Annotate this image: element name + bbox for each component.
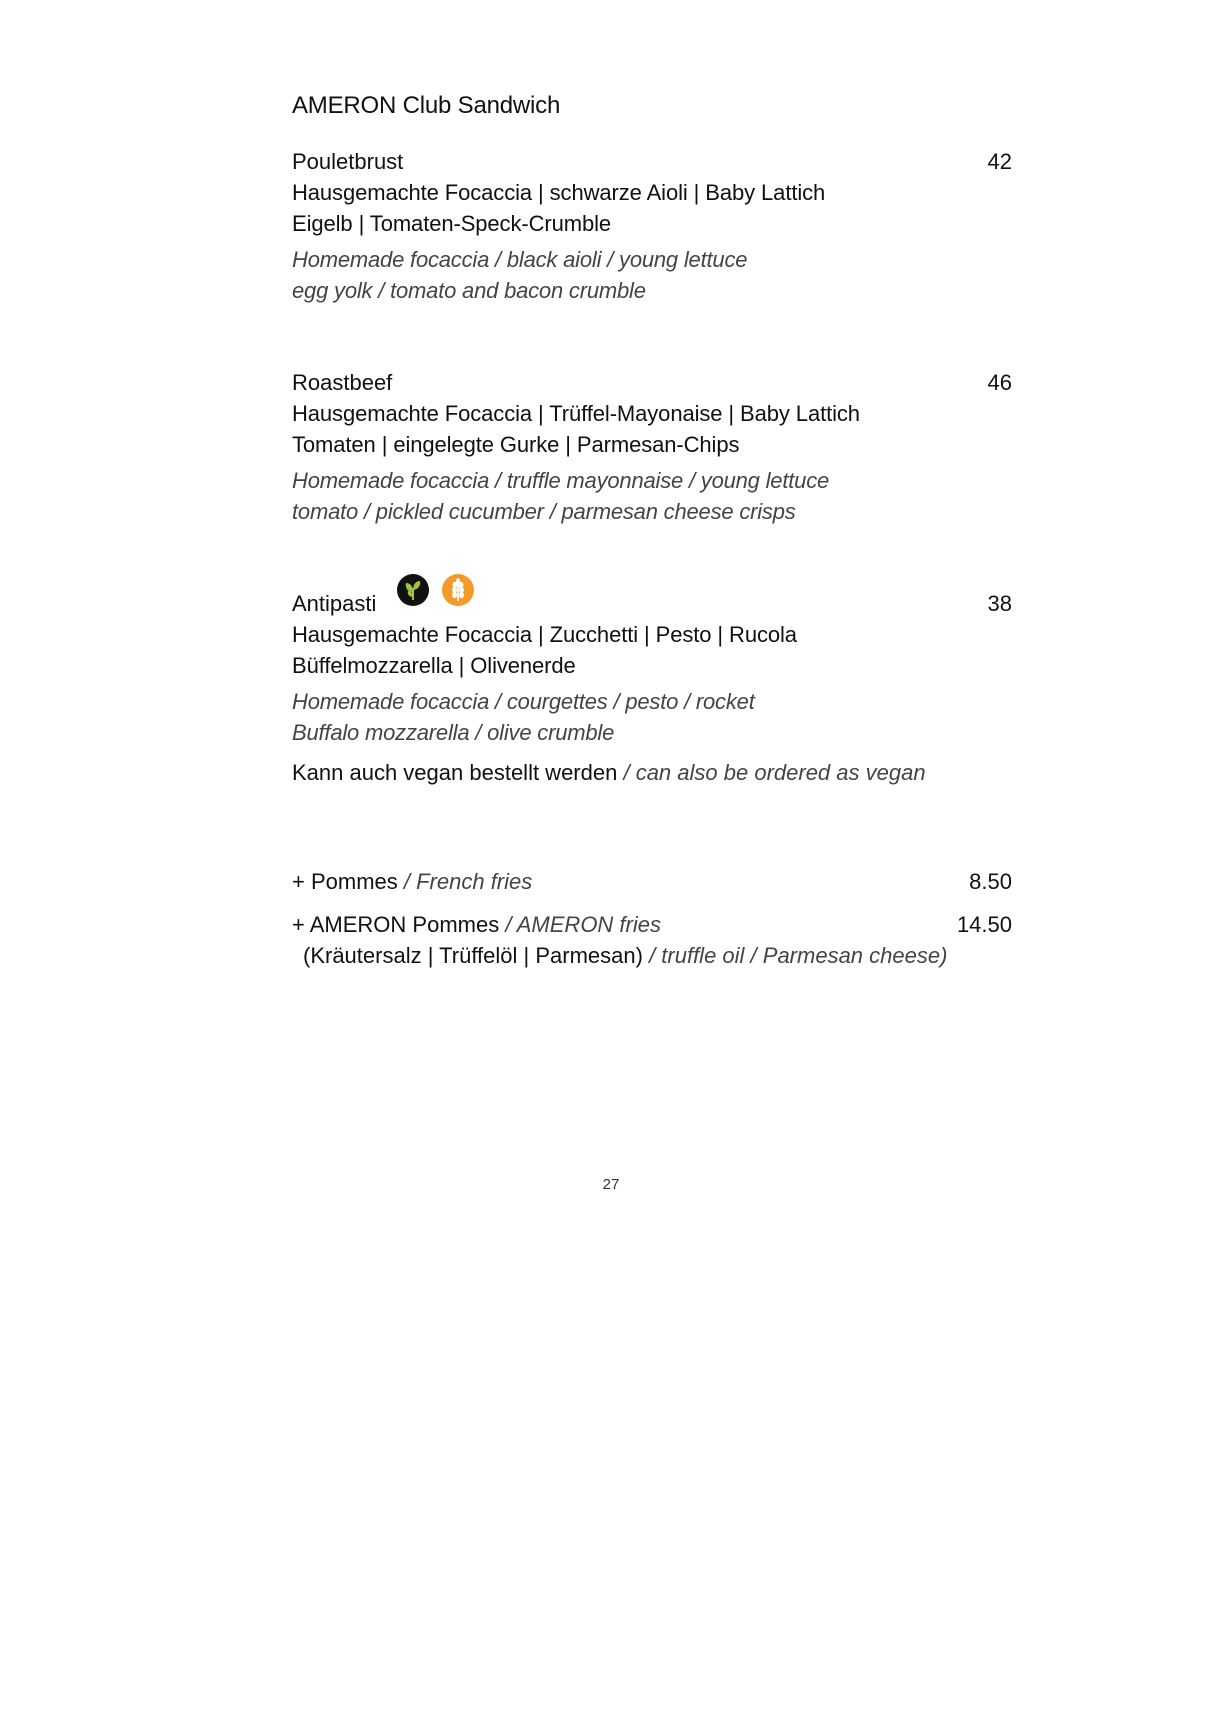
menu-item-antipasti: [292, 588, 1012, 788]
diet-badges: [397, 588, 487, 619]
item-name: Pouletbrust: [292, 149, 404, 174]
extra-name: + Pommes: [292, 869, 398, 894]
page-number: 27: [602, 1176, 620, 1193]
extra-name: + AMERON Pommes: [292, 912, 500, 937]
item-header: [292, 146, 1012, 177]
item-description-de: Eigelb | Tomaten-Speck-Crumble: [292, 211, 612, 236]
item-description-de: Tomaten | eingelegte Gurke | Parmesan-Chips: [292, 432, 740, 457]
item-price: 42: [987, 149, 1012, 174]
item-header: [292, 367, 1012, 398]
menu-item-pouletbrust: [292, 146, 1012, 306]
extra-sub-description: [292, 940, 1012, 971]
item-name: Roastbeef: [292, 370, 393, 395]
extra-pommes: [292, 866, 1012, 897]
vegan-note-en: / can also be ordered as vegan: [623, 760, 926, 785]
extra-header: [292, 909, 1012, 940]
extra-ameron-pommes: [292, 909, 1012, 971]
item-description-en: Buffalo mozzarella / olive crumble: [292, 720, 615, 745]
vegan-note: [292, 757, 1012, 788]
item-description-en: Homemade focaccia / black aioli / young lettuce: [292, 247, 748, 272]
item-description-de: Hausgemachte Focaccia | Zucchetti | Pesto | Rucola: [292, 622, 797, 647]
vegan-note-de: Kann auch vegan bestellt werden: [292, 760, 618, 785]
extra-name-en: / AMERON fries: [505, 912, 661, 937]
extra-price: 8.50: [969, 869, 1012, 894]
section-title: AMERON Club Sandwich: [292, 92, 561, 119]
item-description-de: Hausgemachte Focaccia | Trüffel-Mayonaise | Baby Lattich: [292, 401, 860, 426]
item-description-en: tomato / pickled cucumber / parmesan cheese crisps: [292, 499, 796, 524]
extra-sub-de: (Kräutersalz | Trüffelöl | Parmesan): [303, 943, 643, 968]
item-description-en: Homemade focaccia / truffle mayonnaise / young lettuce: [292, 468, 830, 493]
item-description-en: Homemade focaccia / courgettes / pesto / rocket: [292, 689, 755, 714]
item-description-en: egg yolk / tomato and bacon crumble: [292, 278, 646, 303]
item-name: Antipasti: [292, 591, 377, 616]
item-price: 46: [987, 370, 1012, 395]
menu-item-roastbeef: [292, 367, 1012, 527]
grain-icon: [442, 574, 474, 606]
item-price: 38: [987, 591, 1012, 616]
extra-sub-en: / truffle oil / Parmesan cheese): [649, 943, 948, 968]
item-description-de: Büffelmozzarella | Olivenerde: [292, 653, 576, 678]
item-header: [292, 588, 1012, 619]
extra-price: 14.50: [956, 912, 1012, 937]
vegan-leaf-icon: [397, 574, 429, 606]
extra-name-en: / French fries: [403, 869, 533, 894]
item-description-de: Hausgemachte Focaccia | schwarze Aioli | Baby Lattich: [292, 180, 826, 205]
